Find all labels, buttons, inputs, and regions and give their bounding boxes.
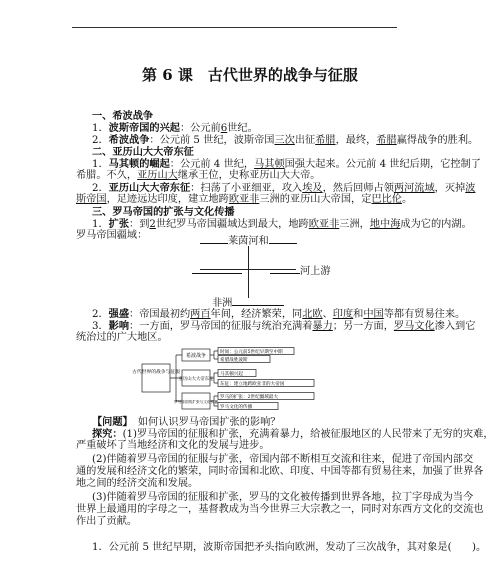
answer-2-line-3: 地之间的经济交流和发展。 — [76, 478, 199, 489]
sec2-line-4: 斯帝国，足迹远达印度，建立地跨欧亚非三洲的亚历山大帝国，定巴比伦。 — [76, 194, 413, 205]
diagram-leaf-3b-label: 罗马文化的传播 — [220, 404, 253, 410]
diagram-leaf-3a-label: 罗马的扩张：2世纪疆域最大 — [220, 394, 279, 400]
sec3-line-3: 2．强盛：帝国最初约两百年间，经济繁荣，同北欧、印度和中国等都有贸易往来。 — [92, 308, 466, 320]
diagram-root-label: 古代世界的战争与征服 — [132, 370, 180, 375]
sec1-line-2: 2．希波战争：公元前 5 世纪，波斯帝国三次出征希腊，最终，希腊赢得战争的胜利。 — [92, 134, 479, 146]
sec3-line-1: 1．扩张：到2世纪罗马帝国疆域达到最大，地跨欧亚非三洲，地中海成为它的内湖。 — [92, 218, 472, 230]
map-cross-vertical — [248, 246, 249, 298]
answer-2-line-2: 通的发展和经济文化的繁荣，同时帝国和北欧、印度、中国等都有贸易往来，加强了世界各 — [76, 466, 484, 477]
map-east-label: 河上游 — [270, 264, 331, 278]
answer-3-line-2: 世界上最通用的字母之一，基督教成为当今世界三大宗教之一，同时对东西方文化的交流也 — [76, 504, 484, 515]
sec2-line-3: 2．亚历山大大帝东征：扫荡了小亚细亚，攻入埃及，然后回师占领两河流域，灭掉波 — [92, 182, 476, 194]
section-heading-2: 二、亚历山大大帝东征 — [92, 146, 194, 158]
answer-1-line-1: 探究：(1)罗马帝国的征服和扩张，充满着暴力，给被征服地区的人民带来了无穷的灾难， — [92, 428, 494, 440]
answer-3-line-1: (3)伴随着罗马帝国的征服和扩张，罗马的文化被传播到世界各地，拉丁字母成为当今 — [92, 492, 474, 503]
map-north-label: 莱茵河和 — [200, 234, 297, 248]
sec1-line-1: 1．波斯帝国的兴起：公元前6世纪。 — [92, 122, 258, 134]
diagram-root-box — [142, 364, 170, 392]
diagram-branch-2-label: 亚历山大大帝东征 — [178, 377, 214, 382]
answer-3-line-3: 作出了贡献。 — [76, 516, 138, 527]
section-heading-3: 三、罗马帝国的扩张与文化传播 — [92, 206, 235, 218]
diagram-branch-3-label: 罗马帝国的扩张与文化传播 — [173, 400, 219, 404]
sec2-line-2: 希腊。不久，亚历山大继承王位，史称亚历山大大帝。 — [76, 170, 321, 181]
sec3-line-4: 3．影响：一方面，罗马帝国的征服与统治充满着暴力；另一方面，罗马文化渗入到它 — [92, 320, 476, 332]
exercise-question-1: 1．公元前 5 世纪早期，波斯帝国把矛头指向欧洲，发动了三次战争，其对象是( )。 — [92, 542, 487, 553]
section-heading-1: 一、希波战争 — [92, 110, 154, 122]
diagram-branch-1-label: 希波战争 — [185, 353, 207, 359]
sec2-line-1: 1．马其顿的崛起：公元前 4 世纪，马其顿国强大起来。公元前 4 世纪后期，它控制了 — [92, 158, 481, 170]
header-rule — [72, 27, 397, 28]
map-south-label: 非洲 — [212, 296, 284, 310]
diagram-leaf-2b-label: 东征：建立地跨欧亚非的大帝国 — [220, 381, 285, 387]
map-west-blank — [192, 264, 242, 278]
answer-1-line-2: 严重破坏了当地经济和文化的发展与进步。 — [76, 440, 270, 451]
answer-2-line-1: (2)伴随着罗马帝国的征服与扩张，帝国内部不断相互交流和往来，促进了帝国内部交 — [92, 454, 474, 465]
page-title: 第 6 课 古代世界的战争与征服 — [142, 66, 358, 84]
sec3-line-2: 罗马帝国疆域： — [76, 230, 148, 241]
diagram-leaf-2a-label: 马其顿兴起 — [220, 371, 243, 377]
diagram-leaf-1b-label: 希腊战胜波斯 — [220, 357, 248, 363]
question-line: 【问题】 如何认识罗马帝国扩张的影响？ — [92, 416, 281, 428]
diagram-leaf-1a-label: 时间：公元前5世纪早期至中期 — [220, 349, 283, 355]
knowledge-structure-diagram — [132, 346, 360, 410]
sec3-line-5: 统治过的广大地区。 — [76, 332, 168, 343]
